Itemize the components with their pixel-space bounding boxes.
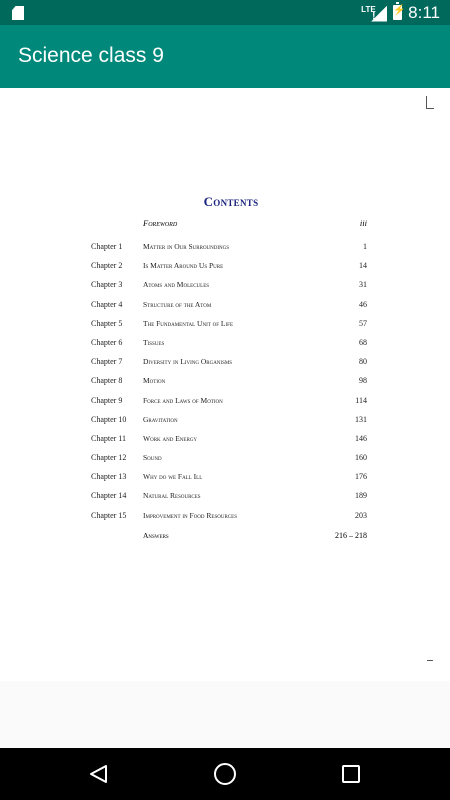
toc-chapter-row: [91, 396, 367, 415]
chapter-title: Is Matter Around Us Pure: [143, 261, 224, 271]
chapter-label: Chapter 15: [91, 510, 127, 520]
crop-mark: [426, 96, 434, 109]
navigation-bar: [0, 748, 450, 800]
toc-chapter-row: [91, 434, 367, 453]
chapter-page-number: 131: [355, 414, 367, 424]
chapter-label: Chapter 12: [91, 453, 127, 463]
status-bar: [0, 0, 450, 25]
chapter-title: Tissues: [143, 337, 165, 347]
chapter-page-number: 57: [359, 318, 367, 328]
chapter-label: Chapter 5: [91, 318, 123, 328]
chapter-title: The Fundamental Unit of Life: [143, 318, 234, 328]
contents-heading: Contents: [203, 194, 259, 209]
chapter-page-number: 98: [359, 376, 367, 386]
toc-chapter-row: [91, 242, 367, 261]
no-data-icon: !: [372, 10, 376, 22]
chapter-label: Chapter 2: [91, 261, 123, 271]
network-type-label: LTE: [361, 4, 376, 14]
chapter-title: Improvement in Food Resources: [143, 510, 237, 520]
chapter-label: Chapter 4: [91, 299, 123, 309]
chapter-label: Chapter 8: [91, 376, 123, 386]
battery-icon: ⚡: [393, 5, 402, 20]
toc-chapter-row: [91, 415, 367, 434]
status-icons: [361, 2, 440, 23]
answers-page-range: 216 – 218: [335, 531, 367, 540]
home-icon[interactable]: [214, 763, 236, 785]
chapter-label: Chapter 3: [91, 280, 123, 290]
toc-chapter-row: [91, 338, 367, 357]
chapter-title: Diversity in Living Organisms: [143, 357, 233, 367]
chapter-title: Atoms and Molecules: [143, 280, 210, 290]
chapter-page-number: 114: [355, 395, 367, 405]
answers-entry: [143, 531, 367, 540]
chapter-title: Gravitation: [143, 414, 178, 424]
chapter-page-number: 160: [355, 453, 367, 463]
foreword-label: Foreword: [143, 218, 178, 228]
chapter-label: Chapter 1: [91, 242, 123, 251]
chapter-page-number: 146: [355, 433, 367, 443]
toc-chapter-row: [91, 472, 367, 491]
chapter-page-number: 14: [359, 261, 367, 271]
chapter-page-number: 68: [359, 337, 367, 347]
foreword-page-number: iii: [359, 218, 367, 228]
toc-chapter-row: [91, 300, 367, 319]
table-of-contents: [91, 242, 367, 530]
answers-label: Answers: [143, 531, 169, 540]
chapter-page-number: 189: [355, 491, 367, 501]
chapter-title: Work and Energy: [143, 433, 198, 443]
app-title: Science class 9: [18, 44, 164, 67]
sd-card-icon: [12, 6, 24, 20]
chapter-page-number: 1: [363, 242, 367, 251]
toc-chapter-row: [91, 357, 367, 376]
toc-chapter-row: [91, 511, 367, 530]
chapter-title: Sound: [143, 453, 162, 463]
chapter-title: Matter in Our Surroundings: [143, 242, 230, 251]
chapter-label: Chapter 13: [91, 472, 127, 482]
signal-indicator: [361, 4, 387, 22]
clock: 8:11: [408, 2, 440, 22]
chapter-page-number: 203: [355, 510, 367, 520]
toc-chapter-row: [91, 376, 367, 395]
chapter-title: Structure of the Atom: [143, 299, 212, 309]
chapter-page-number: 80: [359, 357, 367, 367]
chapter-label: Chapter 14: [91, 491, 127, 501]
page-footer-mark: [427, 660, 433, 661]
chapter-label: Chapter 9: [91, 395, 123, 405]
chapter-label: Chapter 6: [91, 337, 123, 347]
chapter-page-number: 46: [359, 299, 367, 309]
toc-chapter-row: [91, 453, 367, 472]
toc-chapter-row: [91, 319, 367, 338]
chapter-title: Motion: [143, 376, 166, 386]
pdf-page[interactable]: [0, 88, 450, 681]
chapter-title: Natural Resources: [143, 491, 201, 501]
chapter-title: Why do we Fall Ill: [143, 472, 203, 482]
foreword-entry: [143, 218, 367, 228]
chapter-page-number: 176: [355, 472, 367, 482]
chapter-label: Chapter 7: [91, 357, 123, 367]
toc-chapter-row: [91, 280, 367, 299]
chapter-label: Chapter 11: [91, 433, 127, 443]
back-icon[interactable]: [88, 764, 108, 784]
recents-icon[interactable]: [342, 765, 360, 783]
toc-chapter-row: [91, 491, 367, 510]
app-bar: [0, 25, 450, 88]
toc-chapter-row: [91, 261, 367, 280]
chapter-title: Force and Laws of Motion: [143, 395, 223, 405]
chapter-label: Chapter 10: [91, 414, 127, 424]
chapter-page-number: 31: [359, 280, 367, 290]
